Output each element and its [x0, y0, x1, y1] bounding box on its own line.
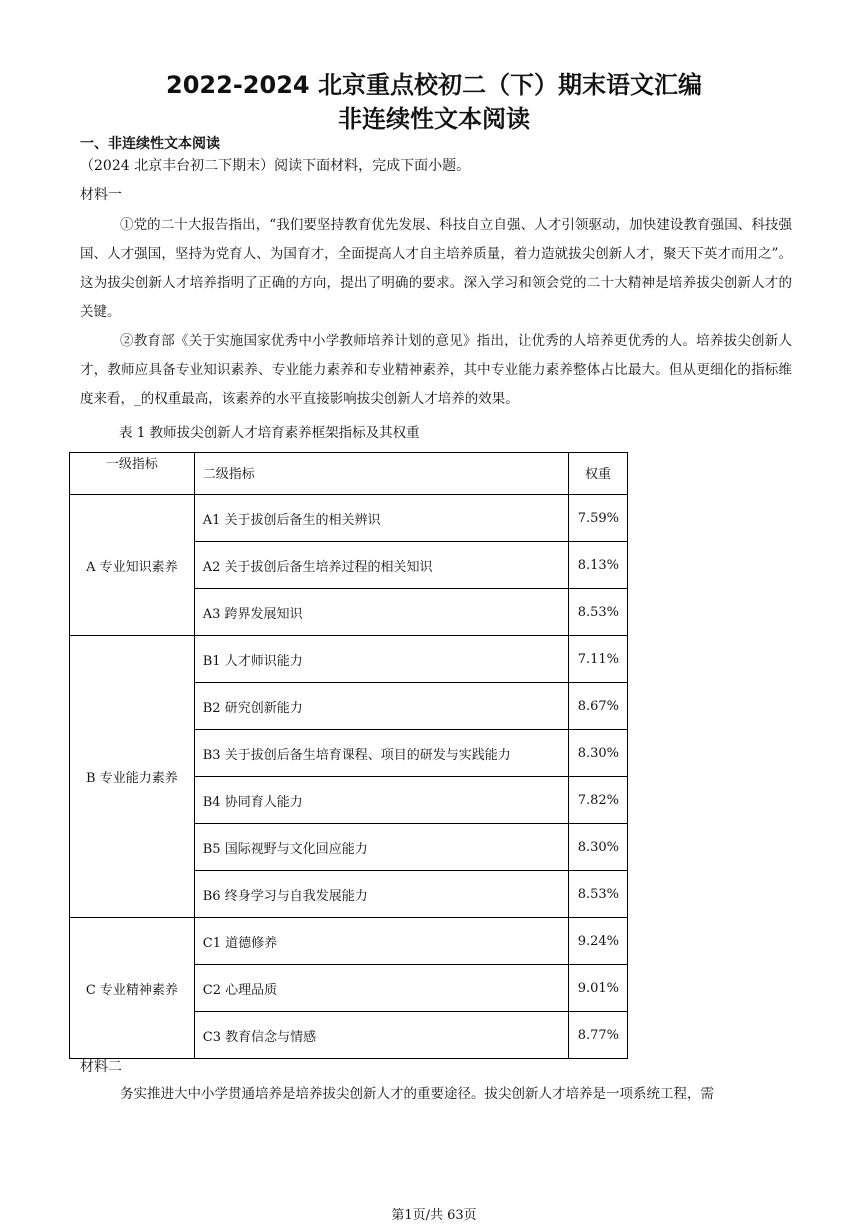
indicator-name: A1 关于拔创后备生的相关辨识	[194, 495, 568, 542]
document-title: 2022-2024 北京重点校初二（下）期末语文汇编	[166, 71, 702, 99]
group-name: A 专业知识素养	[70, 495, 195, 636]
indicator-weight: 8.67%	[568, 683, 627, 730]
indicator-weight: 8.77%	[568, 1012, 627, 1059]
indicator-name: C2 心理品质	[194, 965, 568, 1012]
table-row	[70, 636, 628, 683]
material1-paragraph-1: ①党的二十大报告指出，“我们要坚持教育优先发展、科技自立自强、人才引领驱动，加快建设教育强国、科技强国、人才强国，坚持为党育人、为国育才，全面提高人才自主培养质量，着力造就拔尖创新人才，聚天下英才而用之”。这为拔尖创新人才培养指明了正确的方向，提出了明确的要求。深入学习和领会党的二十大精神是培养拔尖创新人才的关键。	[80, 217, 792, 320]
indicator-weight: 9.24%	[568, 918, 627, 965]
header-weight: 权重	[568, 453, 627, 495]
indicator-weight: 8.53%	[568, 871, 627, 918]
indicator-name: B3 关于拔创后备生培育课程、项目的研发与实践能力	[194, 730, 568, 777]
indicator-name: C3 教育信念与情感	[194, 1012, 568, 1059]
indicator-weight: 8.30%	[568, 824, 627, 871]
indicator-name: B2 研究创新能力	[194, 683, 568, 730]
indicator-weight: 8.30%	[568, 730, 627, 777]
group-name: C 专业精神素养	[70, 918, 195, 1059]
indicator-name: B4 协同育人能力	[194, 777, 568, 824]
material1-paragraph-2: ②教育部《关于实施国家优秀中小学教师培养计划的意见》指出，让优秀的人培养更优秀的人。培养拔尖创新人才，教师应具备专业知识素养、专业能力素养和专业精神素养，其中专业能力素养整体占比最大。但从更细化的指标维度来看，_的权重最高，该素养的水平直接影响拔尖创新人才培养的效果。	[80, 333, 792, 407]
indicator-name: B5 国际视野与文化回应能力	[194, 824, 568, 871]
indicator-name: B6 终身学习与自我发展能力	[194, 871, 568, 918]
indicator-weight: 8.53%	[568, 589, 627, 636]
indicator-name: A3 跨界发展知识	[194, 589, 568, 636]
material2-label: 材料二	[80, 1059, 122, 1075]
document-subtitle: 非连续性文本阅读	[338, 105, 530, 133]
table-row	[70, 495, 628, 542]
indicator-name: A2 关于拔创后备生培养过程的相关知识	[194, 542, 568, 589]
indicator-weight: 7.11%	[568, 636, 627, 683]
header-level2: 二级指标	[194, 453, 568, 495]
indicator-name: C1 道德修养	[194, 918, 568, 965]
indicator-table	[69, 452, 628, 1059]
section-heading: 一、非连续性文本阅读	[80, 136, 220, 152]
group-name: B 专业能力素养	[70, 636, 195, 918]
indicator-weight: 8.13%	[568, 542, 627, 589]
indicator-weight: 9.01%	[568, 965, 627, 1012]
indicator-weight: 7.59%	[568, 495, 627, 542]
material2-paragraph-1: 务实推进大中小学贯通培养是培养拔尖创新人才的重要途径。拔尖创新人才培养是一项系统工程，需	[120, 1086, 714, 1102]
table-caption: 表 1 教师拔尖创新人才培育素养框架指标及其权重	[119, 425, 420, 441]
header-level1: 一级指标	[70, 453, 195, 495]
intro-text: （2024 北京丰台初二下期末）阅读下面材料，完成下面小题。	[80, 158, 471, 174]
table-row	[70, 918, 628, 965]
indicator-weight: 7.82%	[568, 777, 627, 824]
table-header-row	[70, 453, 628, 495]
material1-label: 材料一	[80, 187, 122, 203]
indicator-name: B1 人才师识能力	[194, 636, 568, 683]
page-footer: 第1页/共 63页	[391, 1208, 477, 1223]
